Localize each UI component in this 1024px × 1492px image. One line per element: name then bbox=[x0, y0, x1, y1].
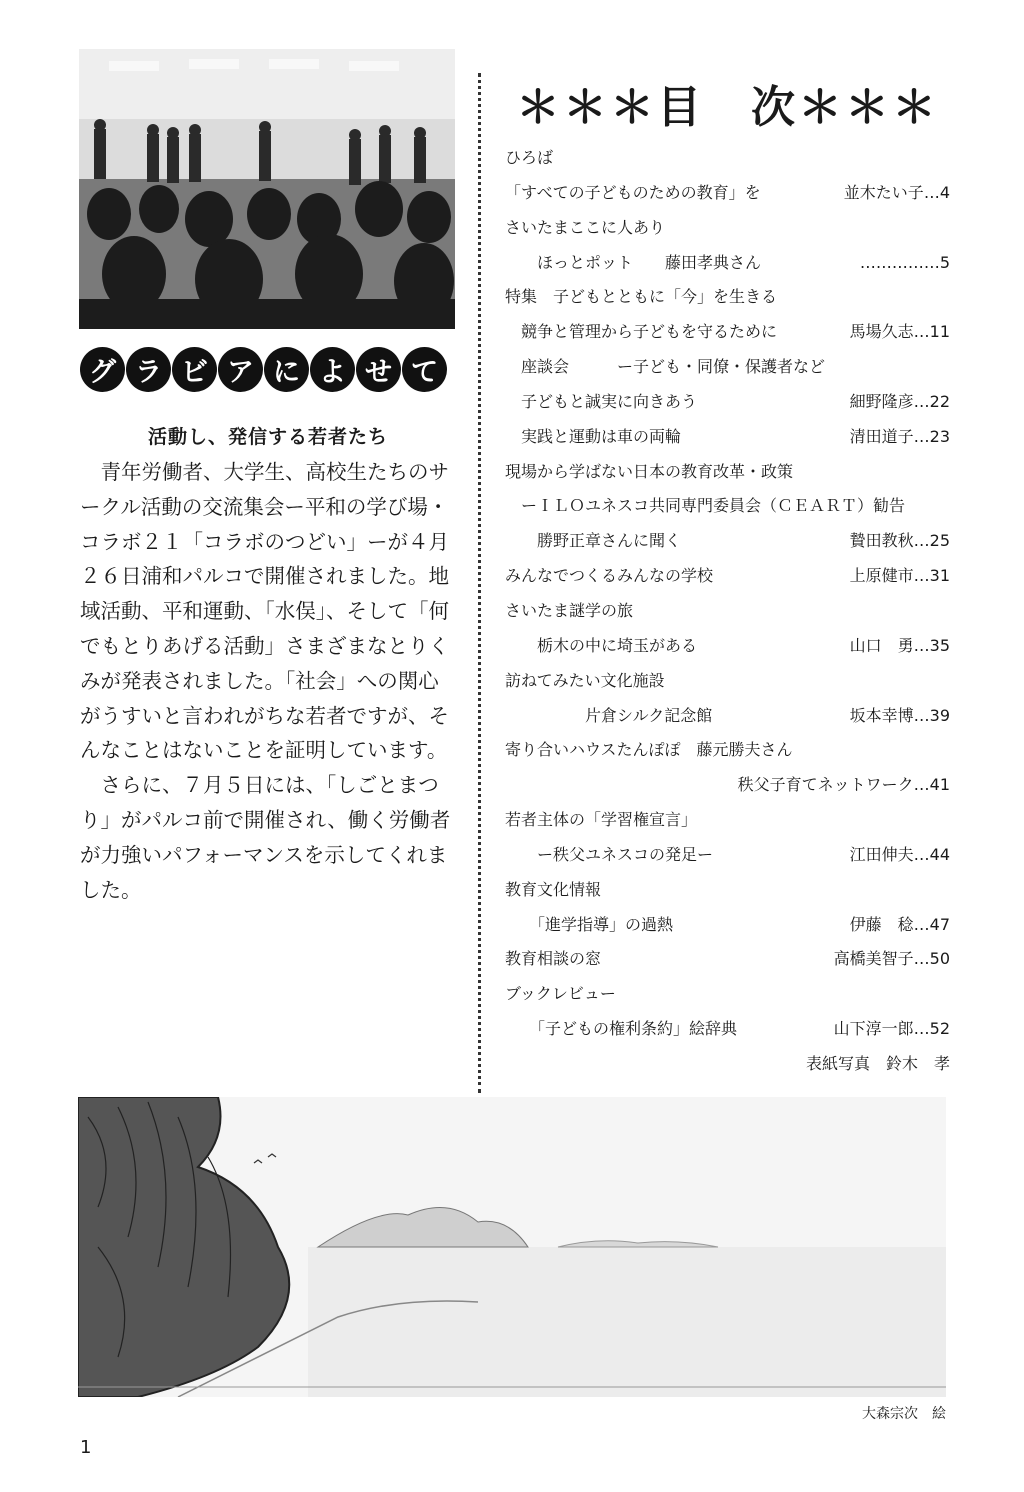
toc-entry-page: …31 bbox=[913, 566, 950, 586]
toc-entry-page: …22 bbox=[913, 391, 950, 411]
toc-entry bbox=[505, 524, 950, 559]
toc-entry-author: 伊藤 稔 bbox=[849, 914, 914, 934]
toc-entry-title: 寄り合いハウスたんぽぽ 藤元勝夫さん bbox=[505, 740, 793, 760]
toc-entry-author: 高橋美智子 bbox=[833, 949, 914, 969]
body-paragraph: さらに、７月５日には、「しごとまつり」がパルコ前で開催され、働く労働者が力強いパフォーマンスを示してくれました。 bbox=[80, 773, 451, 902]
toc-entry-page: …52 bbox=[913, 1019, 950, 1039]
toc-entry-title: 栃木の中に埼玉がある bbox=[505, 635, 698, 655]
toc-entry-author: 馬場久志 bbox=[849, 322, 914, 342]
toc-entry-page: …11 bbox=[913, 322, 950, 342]
toc-entry-author: 贄田教秋 bbox=[849, 531, 914, 551]
toc-entry bbox=[505, 629, 950, 664]
toc-entry-title: さいたまここに人あり bbox=[505, 217, 666, 237]
toc-entry-page: ……………5 bbox=[859, 252, 950, 272]
toc-entry bbox=[505, 559, 950, 594]
toc-entry-page: …44 bbox=[913, 844, 950, 864]
toc-entry-title: 座談会 ー子ども・同僚・保護者など bbox=[505, 357, 826, 377]
toc-entry-page: …47 bbox=[913, 914, 950, 934]
heading-char: ア bbox=[218, 347, 263, 392]
toc-entry-title: ブックレビュー bbox=[505, 984, 616, 1004]
toc-entry bbox=[505, 315, 950, 350]
toc-entry-title: 現場から学ばない日本の教育改革・政策 bbox=[505, 461, 794, 481]
toc-entry-title: さいたま謎学の旅 bbox=[505, 600, 634, 620]
toc-entry-author: 江田伸夫 bbox=[849, 844, 914, 864]
gravure-heading bbox=[80, 347, 456, 393]
toc-entry bbox=[505, 594, 950, 629]
toc-entry-page: …23 bbox=[913, 426, 950, 446]
toc-entry-title: 若者主体の「学習権宣言」 bbox=[505, 810, 698, 830]
toc-entry-title: 「すべての子どものための教育」を bbox=[505, 182, 761, 202]
toc-entry-author: 並木たい子 bbox=[843, 182, 924, 202]
toc-entry-author: 秩父子育てネットワーク bbox=[737, 775, 914, 795]
toc-entry-title: 教育相談の窓 bbox=[505, 949, 602, 969]
toc-entry bbox=[505, 908, 950, 943]
toc-entry-title: 競争と管理から子どもを守るために bbox=[505, 322, 778, 342]
toc-entry bbox=[505, 1012, 950, 1047]
toc-entry bbox=[505, 280, 950, 315]
heading-char: て bbox=[402, 347, 447, 392]
toc-entry bbox=[505, 211, 950, 246]
column-divider bbox=[478, 73, 481, 1093]
gravure-subtitle: 活動し、発信する若者たち bbox=[147, 426, 388, 448]
toc-entry-title: ー秩父ユネスコの発足ー bbox=[505, 844, 714, 864]
toc-entry bbox=[505, 489, 950, 524]
landscape-sketch bbox=[78, 1097, 946, 1397]
toc-entry bbox=[505, 420, 950, 455]
toc-entry-title: 訪ねてみたい文化施設 bbox=[505, 670, 665, 690]
toc-entry bbox=[505, 803, 950, 838]
toc-entry-title: 教育文化情報 bbox=[505, 879, 602, 899]
toc-list bbox=[505, 141, 950, 1082]
sketch-illustration bbox=[78, 1097, 946, 1397]
toc-entry bbox=[505, 977, 950, 1012]
toc-entry bbox=[505, 385, 950, 420]
heading-char: グ bbox=[80, 347, 125, 392]
body-paragraph: 青年労働者、大学生、高校生たちのサークル活動の交流集会ー平和の学び場・コラボ２１「コラボのつどい」ーが４月２６日浦和パルコで開催されました。地域活動、平和運動、「水俣」、そして「何でもとりあげる活動」さまざまなとりくみが発表されました。「社会」への関心がうすいと言われがちな若者ですが、そんなことはないことを証明しています。 bbox=[80, 460, 449, 763]
toc-entry-page: …25 bbox=[913, 531, 950, 551]
toc-entry-author: 山口 勇 bbox=[849, 635, 914, 655]
page-number: 1 bbox=[80, 1437, 92, 1458]
toc-entry bbox=[505, 350, 950, 385]
toc-title: ＊＊＊目 次＊＊＊ bbox=[516, 82, 939, 133]
toc-entry bbox=[505, 873, 950, 908]
toc-entry-title: 子どもと誠実に向きあう bbox=[505, 391, 698, 411]
toc-entry bbox=[505, 176, 950, 211]
toc-entry-author: 上原健市 bbox=[849, 566, 914, 586]
toc-entry-title: ひろば bbox=[505, 148, 554, 167]
heading-char: ラ bbox=[126, 347, 171, 392]
toc-entry bbox=[505, 455, 950, 490]
toc-entry-page: …35 bbox=[913, 635, 950, 655]
heading-char: せ bbox=[356, 347, 401, 392]
toc-entry bbox=[505, 246, 950, 281]
toc-entry-title: 勝野正章さんに聞く bbox=[505, 531, 682, 551]
toc-entry-title: 特集 子どもとともに「今」を生きる bbox=[505, 287, 778, 307]
toc-entry-page: …4 bbox=[923, 182, 950, 202]
sketch-credit: 大森宗次 絵 bbox=[862, 1406, 946, 1422]
toc-entry-title: 片倉シルク記念館 bbox=[505, 705, 713, 725]
toc-entry-title: ーＩＬＯユネスコ共同専門委員会（ＣＥＡＲＴ）勧告 bbox=[505, 496, 906, 516]
toc-entry-author: 坂本幸博 bbox=[849, 705, 914, 725]
toc-entry-title: みんなでつくるみんなの学校 bbox=[505, 566, 714, 586]
toc-entry bbox=[505, 768, 950, 803]
toc-entry bbox=[505, 141, 950, 176]
toc-entry bbox=[505, 664, 950, 699]
toc-entry-title: 「子どもの権利条約」絵辞典 bbox=[505, 1019, 738, 1039]
cover-photo-credit: 表紙写真 鈴木 孝 bbox=[805, 1053, 950, 1073]
toc-entry-page: …41 bbox=[913, 775, 950, 795]
gravure-photo bbox=[79, 49, 455, 329]
toc-entry bbox=[505, 733, 950, 768]
heading-char: ビ bbox=[172, 347, 217, 392]
toc-entry-title: 実践と運動は車の両輪 bbox=[505, 426, 682, 446]
toc-entry bbox=[505, 699, 950, 734]
heading-char: よ bbox=[310, 347, 355, 392]
toc-entry-page: …50 bbox=[913, 949, 950, 969]
gravure-body bbox=[80, 455, 456, 907]
toc-entry bbox=[505, 942, 950, 977]
toc-entry-page: …39 bbox=[913, 705, 950, 725]
heading-char: に bbox=[264, 347, 309, 392]
photo-illustration bbox=[79, 49, 455, 329]
toc-entry-author: 細野隆彦 bbox=[849, 391, 914, 411]
toc-entry-title: 「進学指導」の過熱 bbox=[505, 914, 674, 934]
toc-entry-author: 清田道子 bbox=[849, 426, 914, 446]
toc-entry bbox=[505, 838, 950, 873]
toc-entry-author: 山下淳一郎 bbox=[833, 1019, 914, 1039]
toc-entry-title: ほっとポット 藤田孝典さん bbox=[505, 252, 762, 272]
